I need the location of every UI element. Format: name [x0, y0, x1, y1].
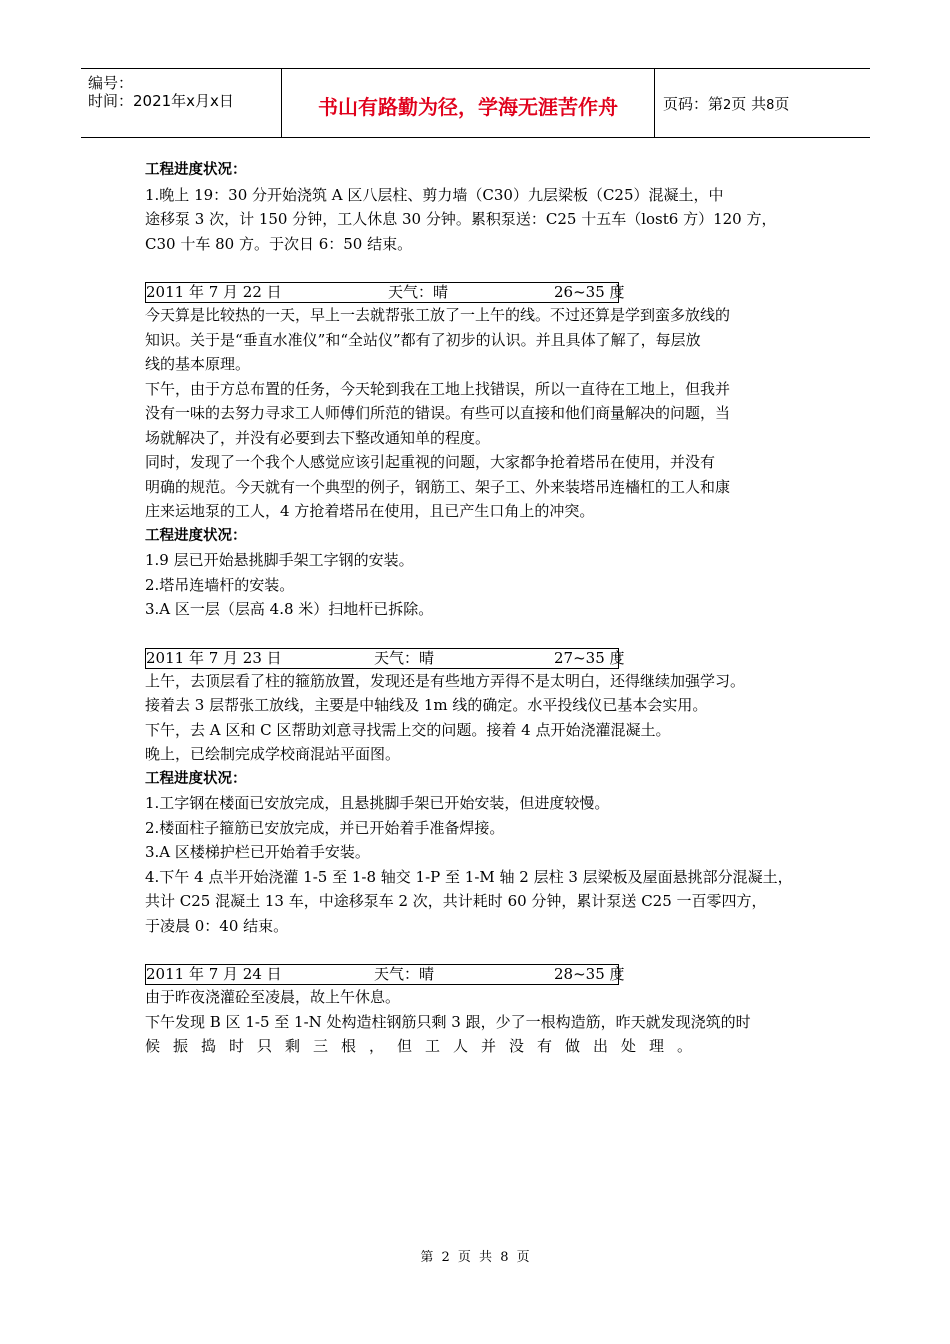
paragraph-line: 场就解决了，并没有必要到去下整改通知单的程度。 — [145, 428, 491, 447]
paragraph-line: 没有一味的去努力寻求工人师傅们所范的错误。有些可以直接和他们商量解决的问题，当 — [145, 404, 731, 422]
paragraph-line: 途移泵 3 次，计 150 分钟，工人休息 30 分钟。累积泵送：C25 十五车（lost6 方）120 方， — [145, 210, 777, 228]
paragraph-line: 上午，去顶层看了柱的箍筋放置，发现还是有些地方弄得不是太明白，还得继续加强学习。 — [145, 671, 746, 690]
log-date-box — [145, 282, 625, 303]
paragraph-line: 下午，去 A 区和 C 区帮助刘意寻找需上交的问题。接着 4 点开始浇灌混凝土。 — [145, 720, 671, 739]
page-suffix: 页 — [774, 95, 790, 113]
header-meta — [81, 69, 282, 137]
paragraph-line: 明确的规范。今天就有一个典型的例子，钢筋工、架子工、外来装塔吊连檣杠的工人和康 — [145, 477, 731, 496]
header-motto-cell — [282, 69, 655, 137]
progress-item: 4.下午 4 点半开始浇灌 1-5 至 1-8 轴交 1-P 至 1-M 轴 2 层柱 3 层梁板及屋面悬挑部分混凝土， — [145, 867, 793, 886]
page-header — [81, 68, 870, 138]
progress-item: 于凌晨 0：40 结束。 — [145, 916, 289, 935]
log-weather: 天气：晴 — [374, 648, 435, 667]
progress-item: 3.A 区楼梯护栏已开始着手安装。 — [145, 843, 370, 861]
paragraph-line: C30 十车 80 方。于次日 6：50 结束。 — [145, 234, 413, 253]
document-number-label: 编号： — [88, 74, 134, 92]
header-page-number — [663, 93, 789, 114]
paragraph-line: 知识。关于是“垂直水准仪”和“全站仪”都有了初步的认识。并且具体了解了，每层放 — [145, 330, 701, 349]
paragraph-line: 庄来运地泵的工人，4 方抢着塔吊在使用，且已产生口角上的冲突。 — [145, 502, 595, 520]
log-weather: 天气：晴 — [374, 965, 435, 983]
log-date: 2011 年 7 月 22 日 — [146, 283, 282, 301]
progress-item: 共计 C25 混凝土 13 车，中途移泵车 2 次，共计耗时 60 分钟，累计泵送 C25 一百零四方， — [145, 892, 767, 910]
page-current: 2 — [723, 98, 732, 113]
progress-item: 1.工字钢在楼面已安放完成，且悬挑脚手架已开始安装，但进度较慢。 — [145, 794, 610, 812]
paragraph-line: 1.晚上 19：30 分开始浇筑 A 区八层柱、剪力墙（C30）九层梁板（C25）混凝土，中 — [145, 185, 724, 204]
page-prefix: 页码：第 — [663, 95, 724, 113]
progress-item: 3.A 区一层（层高 4.8 米）扫地杆已拆除。 — [145, 600, 434, 618]
page-total: 8 — [766, 98, 775, 113]
page-footer: 第 2 页 共 8 页 — [420, 1250, 530, 1265]
paragraph-line-justified: 候振捣时只剩三根，但工人并没有做出处理。 — [145, 1037, 706, 1055]
section-heading: 工程进度状况： — [145, 770, 247, 787]
paragraph-line: 线的基本原理。 — [145, 355, 251, 373]
log-temperature: 28~35 度 — [554, 965, 625, 983]
document-body — [145, 158, 815, 1059]
paragraph-line: 下午发现 B 区 1-5 至 1-N 处构造柱钢筋只剩 3 跟，少了一根构造筋，昨天就发现浇筑的时 — [145, 1012, 751, 1031]
progress-item: 2.塔吊连墙杆的安装。 — [145, 575, 295, 594]
header-motto: 书山有路勤为径，学海无涯苦作舟 — [318, 95, 618, 119]
paragraph-line: 接着去 3 层帮张工放线，主要是中轴线及 1m 线的确定。水平投线仪已基本会实用。 — [145, 696, 708, 714]
paragraph-line: 同时，发现了一个我个人感觉应该引起重视的问题，大家都争抢着塔吊在使用，并没有 — [145, 453, 716, 471]
log-date: 2011 年 7 月 24 日 — [146, 965, 282, 983]
log-temperature: 26~35 度 — [554, 283, 625, 301]
paragraph-line: 今天算是比较热的一天，早上一去就帮张工放了一上午的线。不过还算是学到蛮多放线的 — [145, 306, 731, 324]
section-heading: 工程进度状况： — [145, 527, 247, 544]
progress-item: 2.楼面柱子箍筋已安放完成，并已开始着手准备焊接。 — [145, 818, 505, 837]
progress-item: 1.9 层已开始悬挑脚手架工字钢的安装。 — [145, 551, 414, 569]
paragraph-line: 下午，由于方总布置的任务，今天轮到我在工地上找错误，所以一直待在工地上，但我并 — [145, 379, 731, 398]
log-weather: 天气：晴 — [388, 283, 449, 301]
log-temperature: 27~35 度 — [554, 648, 625, 667]
page-mid: 页 共 — [731, 95, 767, 113]
log-date-box — [145, 964, 625, 985]
log-date-box — [145, 648, 625, 669]
log-date: 2011 年 7 月 23 日 — [146, 648, 282, 667]
document-date-label: 时间：2021年x月x日 — [88, 92, 234, 110]
paragraph-line: 晚上，已绘制完成学校商混站平面图。 — [145, 745, 401, 763]
paragraph-line: 由于昨夜浇灌砼至凌晨，故上午休息。 — [145, 988, 401, 1006]
section-heading: 工程进度状况： — [145, 162, 247, 178]
